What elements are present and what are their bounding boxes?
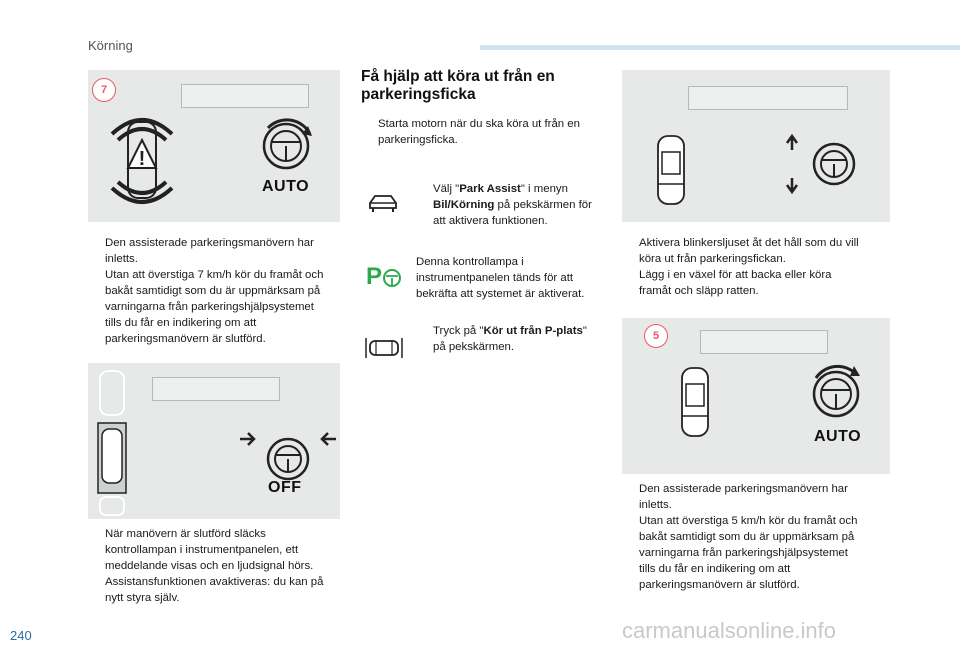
step-select-park-assist: Välj "Park Assist" i menyn Bil/Körning på pekskärmen för att aktivera funktionen. bbox=[433, 183, 592, 227]
steering-wheel-icon bbox=[254, 114, 318, 178]
text-block-maneuver-started: Den assisterade parkeringsmanövern har inletts. Utan att överstiga 7 km/h kör du framåt och bakåt samtidigt som du är uppmärksam på varningarna från parkeringshjälpsystemet tills du får en indikering om att parkeringsmanövern är slutförd. bbox=[105, 237, 324, 345]
svg-text:P: P bbox=[366, 263, 383, 290]
svg-text:!: ! bbox=[138, 148, 146, 170]
figure-indicator-gear bbox=[622, 70, 890, 222]
text-block-indicator-gear: Aktivera blinkersljuset åt det håll som du vill köra ut från parkeringsfickan. Lägg i en växel för att backa eller köra framåt och släpp ratten. bbox=[639, 237, 859, 297]
page-number: 240 bbox=[10, 628, 32, 643]
steering-wheel-arrows-icon bbox=[784, 134, 884, 198]
steering-wheel-icon bbox=[238, 427, 338, 487]
parked-car-icon bbox=[654, 134, 688, 206]
step-tap-exit-parking: Tryck på "Kör ut från P-plats" på pekskärmen. bbox=[433, 325, 587, 353]
section-heading: Få hjälp att köra ut från en parkeringsficka bbox=[361, 68, 555, 103]
screen-placeholder bbox=[700, 330, 828, 354]
steering-wheel-icon bbox=[804, 360, 868, 424]
parked-car-icon bbox=[678, 366, 712, 438]
watermark: carmanualsonline.info bbox=[622, 618, 837, 643]
auto-label: AUTO bbox=[814, 428, 862, 445]
header-accent-bar bbox=[480, 45, 960, 50]
text-block-maneuver-finished: När manövern är slutförd släcks kontrollampan i instrumentpanelen, ett meddelande visas och en ljudsignal hörs. Assistansfunktionen avaktiveras: du kan på nytt styra själv. bbox=[105, 528, 324, 604]
step-badge: 5 bbox=[644, 324, 668, 348]
park-assist-lamp-icon bbox=[364, 262, 404, 292]
screen-placeholder bbox=[152, 377, 280, 401]
figure-exit-auto bbox=[622, 318, 890, 474]
section-title: Körning bbox=[88, 38, 133, 53]
car-menu-icon bbox=[366, 192, 400, 216]
figure-parking-off bbox=[88, 363, 340, 519]
exit-parking-icon bbox=[364, 336, 404, 360]
step-badge: 7 bbox=[92, 78, 116, 102]
screen-placeholder bbox=[181, 84, 309, 108]
text-block-maneuver-started-right: Den assisterade parkeringsmanövern har inletts. Utan att överstiga 5 km/h kör du framåt och bakåt samtidigt som du är uppmärksam på varningarna från parkeringshjälpsystemet tills du får en indikering om att parkeringsmanövern är slutförd. bbox=[639, 483, 858, 591]
screen-placeholder bbox=[688, 86, 848, 110]
car-sensor-icon bbox=[102, 104, 182, 216]
off-label: OFF bbox=[268, 479, 302, 496]
step-start-engine: Starta motorn när du ska köra ut från en parkeringsficka. bbox=[378, 118, 580, 146]
figure-parking-auto bbox=[88, 70, 340, 222]
lamp-description: Denna kontrollampa i instrumentpanelen tänds för att bekräfta att systemet är aktiverat. bbox=[416, 256, 585, 300]
auto-label: AUTO bbox=[262, 178, 310, 195]
parked-cars-icon bbox=[92, 367, 132, 517]
